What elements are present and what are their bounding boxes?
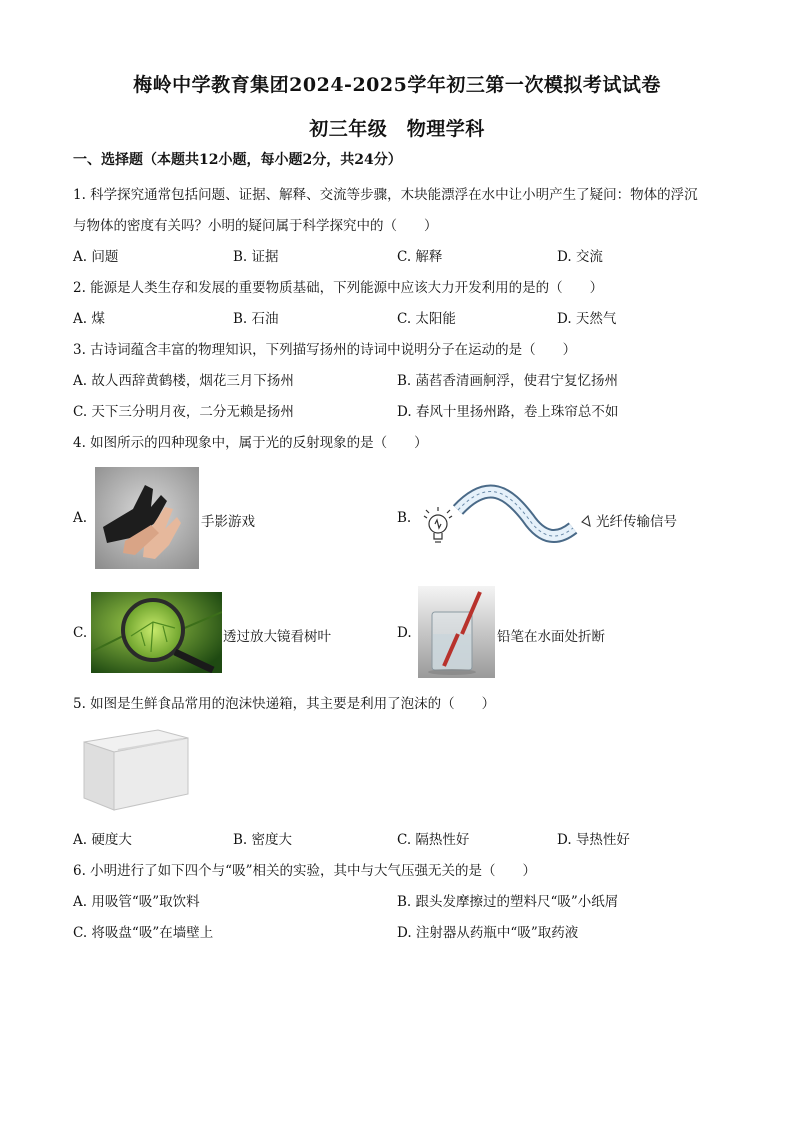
foam-box-image [78,724,193,814]
q3-stem: 3. 古诗词蕴含丰富的物理知识，下列描写扬州的诗词中说明分子在运动的是（ ） [73,342,577,358]
q5-stem: 5. 如图是生鲜食品常用的泡沫快递箱，其主要是利用了泡沫的（ ） [73,696,496,712]
q2-option-a: A. 煤 [73,311,105,327]
q4-caption-c: 透过放大镜看树叶 [223,629,331,645]
q2-option-b: B. 石油 [233,311,279,327]
q4-option-d: D. [397,625,412,641]
magnifier-leaf-image [91,592,222,673]
q2-option-c: C. 太阳能 [397,311,456,327]
exam-title: 梅岭中学教育集团2024-2025学年初三第一次模拟考试试卷 [133,74,661,96]
q1-stem-line2: 与物体的密度有关吗？小明的疑问属于科学探究中的（ ） [73,218,438,234]
q4-option-b: B. [397,510,412,526]
q6-option-b: B. 跟头发摩擦过的塑料尺“吸”小纸屑 [397,894,619,910]
q6-stem: 6. 小明进行了如下四个与“吸”相关的实验，其中与大气压强无关的是（ ） [73,863,536,879]
q5-option-a: A. 硬度大 [73,832,132,848]
q3-option-b: B. 菡萏香清画舸浮，使君宁复忆扬州 [397,373,619,389]
hand-shadow-image [95,467,199,569]
q1-stem-line1: 1. 科学探究通常包括问题、证据、解释、交流等步骤，木块能漂浮在水中让小明产生了疑问：物体的浮沉 [73,187,698,203]
q6-option-c: C. 将吸盘“吸”在墙壁上 [73,925,214,941]
q1-option-a: A. 问题 [73,249,119,265]
q4-caption-a: 手影游戏 [201,514,255,530]
exam-subtitle: 初三年级 物理学科 [309,118,485,140]
q5-option-b: B. 密度大 [233,832,293,848]
q4-caption-b: 光纤传输信号 [596,514,677,530]
pencil-in-water-image [418,586,495,678]
q6-option-d: D. 注射器从药瓶中“吸”取药液 [397,925,579,941]
q1-option-d: D. 交流 [557,249,603,265]
q4-option-a: A. [73,510,88,526]
q4-caption-d: 铅笔在水面处折断 [497,629,605,645]
q3-option-c: C. 天下三分明月夜，二分无赖是扬州 [73,404,294,420]
q4-stem: 4. 如图所示的四种现象中，属于光的反射现象的是（ ） [73,435,428,451]
q5-option-c: C. 隔热性好 [397,832,470,848]
q6-option-a: A. 用吸管“吸”取饮料 [73,894,200,910]
q2-stem: 2. 能源是人类生存和发展的重要物质基础，下列能源中应该大力开发利用的是的（ ） [73,280,604,296]
q4-option-c: C. [73,625,88,641]
q3-option-a: A. 故人西辞黄鹤楼，烟花三月下扬州 [73,373,294,389]
q5-option-d: D. 导热性好 [557,832,630,848]
q3-option-d: D. 春风十里扬州路，卷上珠帘总不如 [397,404,619,420]
q2-option-d: D. 天然气 [557,311,617,327]
q1-option-c: C. 解释 [397,249,443,265]
optical-fiber-image [418,482,596,552]
q1-option-b: B. 证据 [233,249,279,265]
section-heading: 一、选择题（本题共12小题，每小题2分，共24分） [73,152,402,168]
